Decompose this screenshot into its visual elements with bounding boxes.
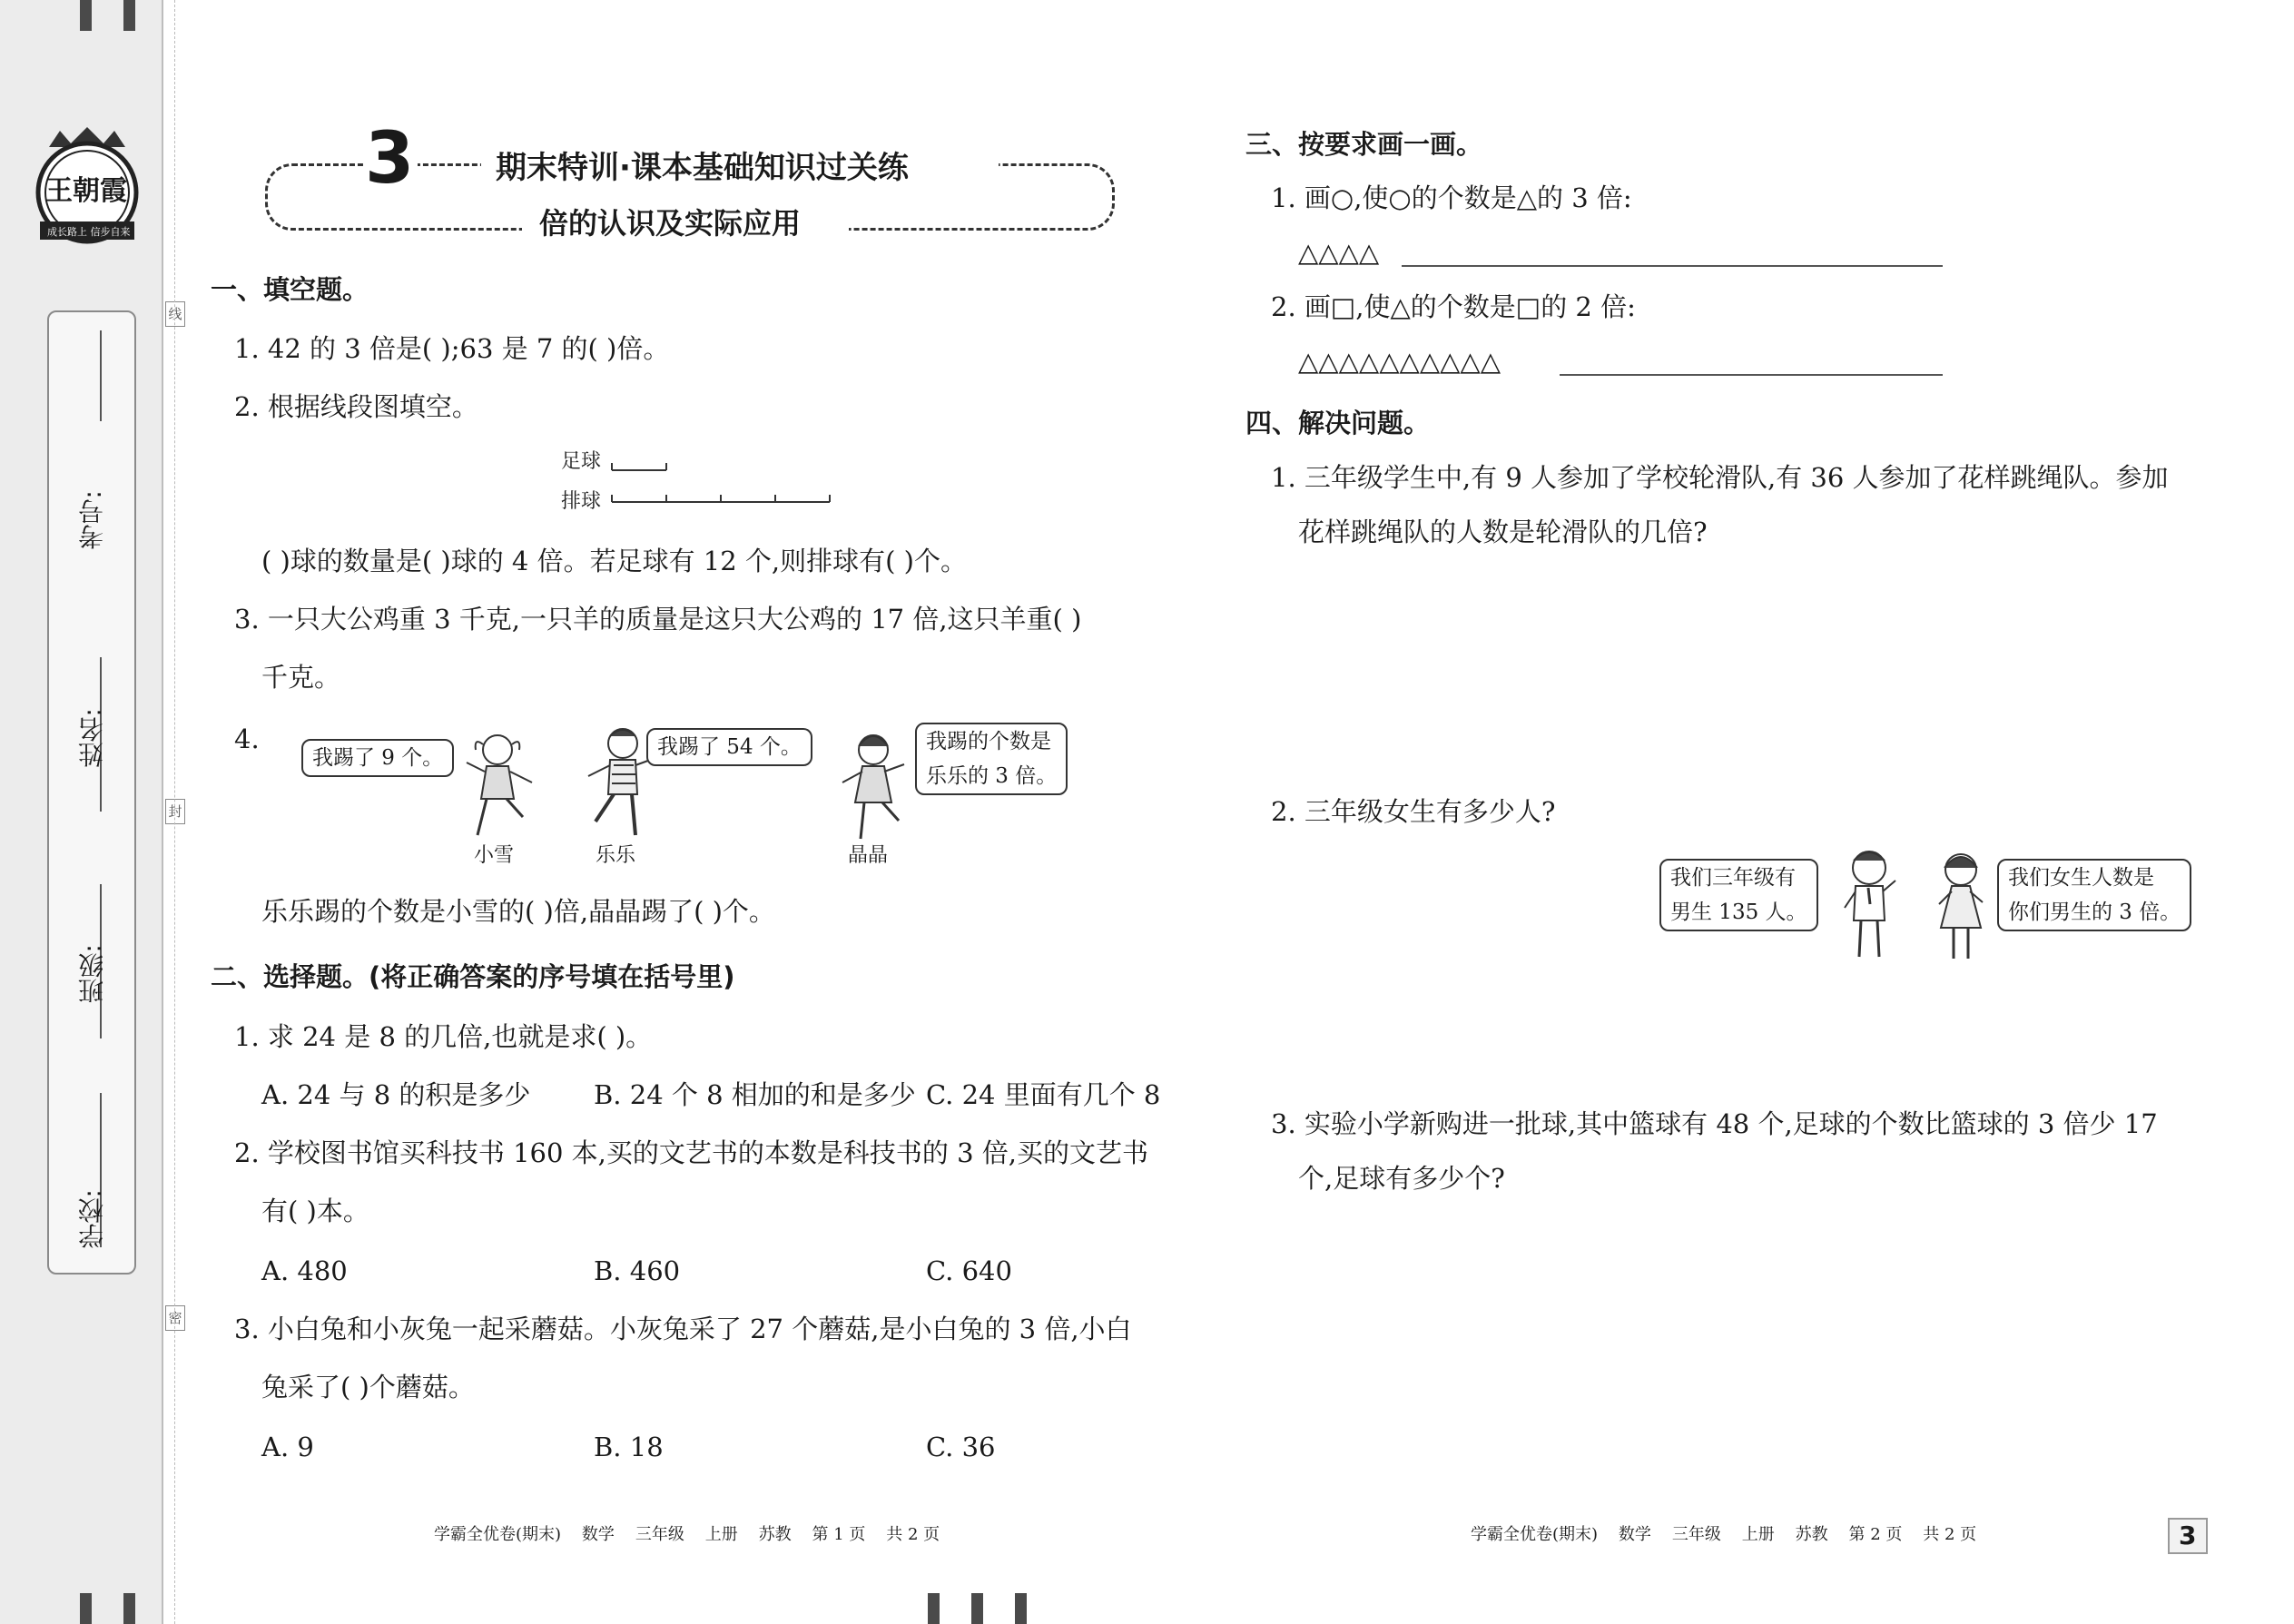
question-text: 3. 实验小学新购进一批球,其中篮球有 48 个,足球的个数比篮球的 3 倍少 17 (1271, 1108, 2158, 1139)
section-heading: 三、按要求画一画。 (1245, 129, 1483, 160)
girl-student-icon (1925, 846, 1997, 964)
cut-mark: 线 (165, 301, 185, 327)
question-text: 2. 根据线段图填空。 (234, 391, 478, 422)
section-heading: 一、填空题。 (211, 274, 369, 305)
registration-mark (80, 1593, 92, 1624)
bubble-line: 我踢的个数是 (926, 730, 1051, 753)
class-label: 班级: (77, 944, 107, 1004)
name-label: 姓名: (77, 708, 107, 768)
page-subtitle: 倍的认识及实际应用 (539, 206, 802, 241)
logo-slogan: 成长路上 信步自来 (47, 226, 131, 238)
cut-mark: 密 (165, 1305, 185, 1331)
student-info-box (47, 310, 136, 1275)
speech-bubble (915, 723, 1068, 795)
question-text: 2. 画□,使△的个数是□的 2 倍: (1271, 291, 1636, 322)
school-label: 学校: (77, 1189, 107, 1249)
child-name: 小雪 (474, 844, 515, 867)
drawing-answer-line[interactable] (1560, 374, 1943, 376)
choice-option[interactable]: C. 24 里面有几个 8 (926, 1079, 1161, 1110)
question-text: 乐乐踢的个数是小雪的( )倍,晶晶踢了( )个。 (261, 896, 775, 927)
child-name: 乐乐 (596, 844, 636, 867)
bubble-line: 乐乐的 3 倍。 (926, 764, 1058, 788)
question-text: 3. 一只大公鸡重 3 千克,一只羊的质量是这只大公鸡的 17 倍,这只羊重( ) (234, 604, 1082, 635)
bubble-line: 我们女生人数是 (2008, 866, 2154, 890)
question-text: ( )球的数量是( )球的 4 倍。若足球有 12 个,则排球有( )个。 (261, 546, 967, 576)
cut-line (174, 0, 175, 1624)
section-heading: 四、解决问题。 (1245, 408, 1431, 438)
choice-option[interactable]: C. 36 (926, 1432, 996, 1462)
footer-left: 学霸全优卷(期末) 数学 三年级 上册 苏教 第 1 页 共 2 页 (434, 1525, 940, 1544)
question-text: 1. 三年级学生中,有 9 人参加了学校轮滑队,有 36 人参加了花样跳绳队。参加 (1271, 462, 2169, 493)
choice-option[interactable]: B. 18 (594, 1432, 664, 1462)
line-segment-diagram (610, 454, 837, 508)
page-title: 期末特训·课本基础知识过关练 (496, 150, 909, 186)
question-text: 有( )本。 (261, 1196, 369, 1226)
footer-right: 学霸全优卷(期末) 数学 三年级 上册 苏教 第 2 页 共 2 页 (1471, 1525, 1977, 1544)
question-text: 3. 小白兔和小灰兔一起采蘑菇。小灰兔采了 27 个蘑菇,是小白兔的 3 倍,小白 (234, 1314, 1132, 1344)
diagram-label-volleyball: 排球 (561, 490, 602, 513)
question-text: 花样跳绳队的人数是轮滑队的几倍? (1298, 517, 1708, 547)
registration-mark (1015, 1593, 1027, 1624)
registration-mark (80, 0, 92, 31)
section-heading: 二、选择题。(将正确答案的序号填在括号里) (211, 961, 735, 992)
girl-kicking-shuttlecock-icon (828, 726, 919, 844)
boy-student-icon (1828, 844, 1910, 962)
question-text: 1. 42 的 3 倍是( );63 是 7 的( )倍。 (234, 333, 670, 364)
choice-option[interactable]: B. 24 个 8 相加的和是多少 (594, 1079, 916, 1110)
exam-number-field[interactable] (100, 330, 102, 421)
question-text: 个,足球有多少个? (1298, 1163, 1505, 1194)
bubble-line: 你们男生的 3 倍。 (2008, 901, 2181, 924)
bubble-line: 男生 135 人。 (1670, 901, 1807, 924)
choice-option[interactable]: A. 480 (261, 1255, 348, 1286)
registration-mark (928, 1593, 940, 1624)
question-text: 2. 学校图书馆买科技书 160 本,买的文艺书的本数是科技书的 3 倍,买的文艺书 (234, 1137, 1149, 1168)
choice-option[interactable]: A. 9 (261, 1432, 314, 1462)
registration-mark (123, 0, 135, 31)
page-number: 3 (2179, 1521, 2197, 1550)
question-text: 1. 画○,使○的个数是△的 3 倍: (1271, 182, 1632, 213)
speech-bubble (1659, 859, 1818, 931)
question-text: 兔采了( )个蘑菇。 (261, 1372, 475, 1403)
drawing-answer-line[interactable] (1402, 265, 1943, 267)
triangle-row: △△△△ (1298, 237, 1380, 268)
bubble-line: 我们三年级有 (1670, 866, 1796, 890)
binding-margin (0, 0, 163, 1624)
cut-mark: 封 (165, 799, 185, 824)
exam-number-label: 考号: (77, 490, 107, 550)
child-name: 晶晶 (848, 844, 889, 867)
registration-mark (123, 1593, 135, 1624)
girl-kicking-shuttlecock-icon (450, 726, 541, 844)
choice-option[interactable]: A. 24 与 8 的积是多少 (261, 1079, 531, 1110)
logo-text: 王朝霞 (45, 175, 127, 207)
choice-option[interactable]: C. 640 (926, 1255, 1012, 1286)
choice-option[interactable]: B. 460 (594, 1255, 681, 1286)
speech-bubble: 我踢了 54 个。 (646, 728, 812, 766)
question-text: 1. 求 24 是 8 的几倍,也就是求( )。 (234, 1021, 653, 1052)
question-text: 千克。 (261, 662, 341, 693)
triangle-row: △△△△△△△△△△ (1298, 346, 1501, 377)
speech-bubble: 我踢了 9 个。 (301, 739, 454, 777)
chapter-number: 3 (365, 118, 415, 200)
question-text: 2. 三年级女生有多少人? (1271, 796, 1556, 827)
registration-mark (971, 1593, 983, 1624)
diagram-label-football: 足球 (561, 450, 602, 473)
speech-bubble (1997, 859, 2191, 931)
question-number: 4. (234, 723, 260, 754)
